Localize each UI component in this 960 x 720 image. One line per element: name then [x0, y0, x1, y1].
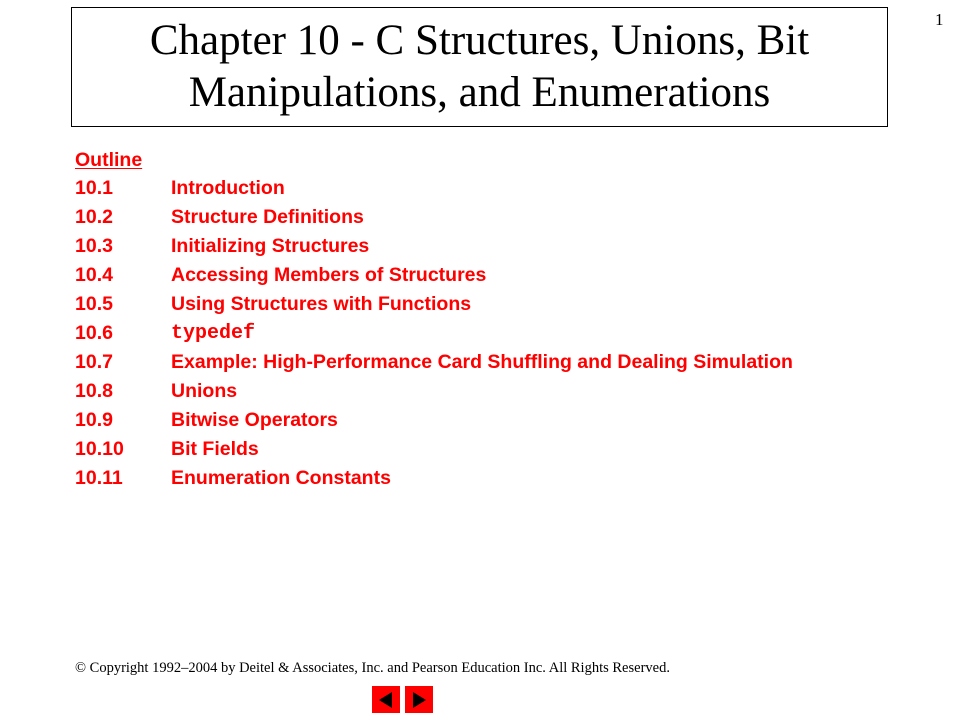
outline-item-number: 10.11 — [75, 467, 123, 489]
outline-item-label: Introduction — [171, 177, 285, 199]
outline-item — [75, 406, 793, 435]
outline-item-number: 10.6 — [75, 322, 113, 344]
slide-navigation — [372, 686, 433, 713]
copyright-footer: © Copyright 1992–2004 by Deitel & Associates, Inc. and Pearson Education Inc. All Rights Reserved. — [75, 660, 670, 676]
title-box — [71, 7, 888, 127]
outline-item-label: Structure Definitions — [171, 206, 364, 228]
outline-item-number: 10.4 — [75, 264, 113, 286]
outline-item-label: Accessing Members of Structures — [171, 264, 487, 286]
outline-item — [75, 377, 793, 406]
outline-item-number: 10.8 — [75, 380, 113, 402]
outline-item-number: 10.9 — [75, 409, 113, 431]
outline-item — [75, 232, 793, 261]
outline-item-label: Enumeration Constants — [171, 467, 391, 489]
previous-slide-button[interactable] — [372, 686, 400, 713]
outline-item-number: 10.1 — [75, 177, 113, 199]
outline-item-label: Example: High-Performance Card Shuffling and Dealing Simulation — [171, 351, 793, 373]
outline-item — [75, 203, 793, 232]
outline-item-label: Unions — [171, 380, 238, 402]
outline-item-label: Bit Fields — [171, 438, 259, 460]
outline-item — [75, 464, 793, 493]
outline-item-label: Initializing Structures — [171, 235, 370, 257]
page-number: 1 — [935, 10, 944, 29]
triangle-right-icon — [409, 690, 429, 710]
outline-item — [75, 319, 793, 348]
outline-item — [75, 348, 793, 377]
outline-heading: Outline — [75, 149, 143, 171]
triangle-left-icon — [376, 690, 396, 710]
outline-item — [75, 290, 793, 319]
outline-item — [75, 261, 793, 290]
outline-item-number: 10.5 — [75, 293, 113, 315]
next-slide-button[interactable] — [405, 686, 433, 713]
outline-item-label: Bitwise Operators — [171, 409, 338, 431]
outline-item-number: 10.3 — [75, 235, 113, 257]
outline-item-number: 10.7 — [75, 351, 113, 373]
outline-item-label: typedef — [171, 322, 256, 345]
outline-item — [75, 435, 793, 464]
outline-item-number: 10.2 — [75, 206, 113, 228]
outline-item — [75, 174, 793, 203]
outline-item-number: 10.10 — [75, 438, 124, 460]
outline-item-label: Using Structures with Functions — [171, 293, 472, 315]
outline — [75, 146, 793, 493]
slide-title: Chapter 10 - C Structures, Unions, Bit Manipulations, and Enumerations — [149, 17, 810, 116]
